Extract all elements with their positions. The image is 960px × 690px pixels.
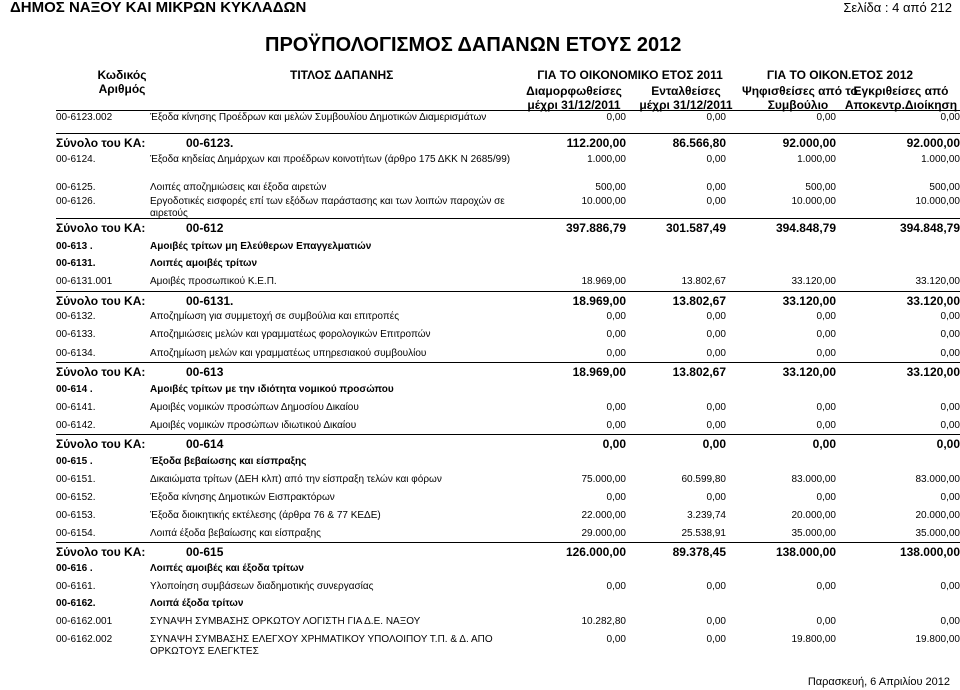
row-description: Λοιπά έξοδα τρίτων: [150, 598, 244, 609]
row-value-2: 3.239,74: [687, 510, 726, 521]
row-description: Λοιπές αμοιβές τρίτων: [150, 258, 258, 269]
row-description: ΣΥΝΑΨΗ ΣΥΜΒΑΣΗΣ ΟΡΚΩΤΟΥ ΛΟΓΙΣΤΗ ΓΙΑ Δ.Ε. ΝΑΞΟΥ: [150, 616, 421, 627]
row-value-4: 10.000,00: [915, 196, 960, 207]
row-code: Σύνολο του ΚΑ:: [56, 221, 146, 235]
row-description: Λοιπές αμοιβές και έξοδα τρίτων: [150, 563, 304, 574]
subtotal-divider: [56, 362, 960, 363]
row-value-3: 0,00: [816, 616, 836, 627]
row-value-3: 0,00: [816, 402, 836, 413]
row-description: ΣΥΝΑΨΗ ΣΥΜΒΑΣΗΣ ΕΛΕΓΧΟΥ ΧΡΗΜΑΤΙΚΟΥ ΥΠΟΛΟΙΠΟΥ Τ.Π. & Δ. ΑΠΟ ΟΡΚΩΤΟΥΣ ΕΛΕΓΚΤΕΣ: [150, 634, 493, 657]
row-code: 00-6162.002: [56, 634, 113, 645]
row-code: 00-6151.: [56, 474, 96, 485]
row-value-1: 0,00: [606, 311, 626, 322]
row-value-4: 394.848,79: [899, 221, 960, 235]
row-value-4: 19.800,00: [915, 634, 960, 645]
col-formed-line2: μέχρι 31/12/2011: [527, 98, 621, 112]
row-description: Έξοδα κηδείας Δημάρχων και προέδρων κοινοτήτων (άρθρο 175 ΔΚΚ Ν 2685/99): [150, 154, 511, 165]
row-code: 00-616 .: [56, 563, 93, 574]
row-code: 00-6154.: [56, 528, 96, 539]
row-code: 00-6123.002: [56, 112, 113, 123]
col-approved-line1: Εγκριθείσες από: [853, 84, 949, 98]
row-value-2: 25.538,91: [681, 528, 726, 539]
row-description: Εργοδοτικές εισφορές επί των εξόδων παράστασης και των λοιπών παροχών σε αιρετούς: [150, 196, 505, 219]
row-description: Αμοιβές νομικών προσώπων Δημοσίου Δικαίου: [150, 402, 359, 413]
row-value-3: 0,00: [816, 420, 836, 431]
row-code: Σύνολο του ΚΑ:: [56, 545, 146, 559]
row-value-4: 0,00: [940, 420, 960, 431]
row-value-2: 0,00: [702, 437, 726, 451]
row-value-2: 0,00: [706, 154, 726, 165]
row-description: Αμοιβές νομικών προσώπων ιδιωτικού Δικαίου: [150, 420, 357, 431]
row-value-1: 0,00: [606, 329, 626, 340]
row-value-4: 0,00: [940, 112, 960, 123]
page-number: Σελίδα : 4 από 212: [843, 0, 952, 15]
row-value-1: 0,00: [602, 437, 626, 451]
row-value-3: 0,00: [816, 348, 836, 359]
page-title: ΠΡΟΫΠΟΛΟΓΙΣΜΟΣ ΔΑΠΑΝΩΝ ΕΤΟΥΣ 2012: [265, 34, 682, 56]
row-value-4: 0,00: [940, 492, 960, 503]
col-voted-line1: Ψηφισθείσες από το: [742, 84, 858, 98]
row-value-1: 22.000,00: [581, 510, 626, 521]
row-value-1: 18.969,00: [572, 365, 626, 379]
row-value-4: 0,00: [940, 616, 960, 627]
row-code: 00-6133.: [56, 329, 96, 340]
row-description: Υλοποίηση συμβάσεων διαδημοτικής συνεργασίας: [150, 581, 374, 592]
row-description: 00-6131.: [186, 294, 234, 308]
row-value-1: 0,00: [606, 112, 626, 123]
row-description: Αμοιβές προσωπικού Κ.Ε.Π.: [150, 276, 277, 287]
row-code: 00-6153.: [56, 510, 96, 521]
col-code-header: [82, 68, 162, 96]
row-description: 00-614: [186, 437, 224, 451]
row-value-2: 301.587,49: [665, 221, 726, 235]
col-approved-line2: Αποκεντρ.Διοίκηση: [844, 98, 958, 112]
row-description: 00-615: [186, 545, 224, 559]
row-value-1: 10.000,00: [581, 196, 626, 207]
row-value-3: 0,00: [816, 311, 836, 322]
row-value-2: 86.566,80: [672, 136, 726, 150]
row-value-3: 19.800,00: [791, 634, 836, 645]
municipality-name: ΔΗΜΟΣ ΝΑΞΟΥ ΚΑΙ ΜΙΚΡΩΝ ΚΥΚΛΑΔΩΝ: [10, 0, 307, 16]
row-value-1: 112.200,00: [566, 136, 626, 150]
row-value-2: 0,00: [706, 329, 726, 340]
row-value-4: 0,00: [940, 311, 960, 322]
row-value-4: 0,00: [940, 581, 960, 592]
row-value-1: 1.000,00: [587, 154, 626, 165]
col-fy2011-header: ΓΙΑ ΤΟ ΟΙΚΟΝΟΜΙΚΟ ΕΤΟΣ 2011: [537, 68, 723, 82]
row-code: Σύνολο του ΚΑ:: [56, 136, 146, 150]
row-value-4: 500,00: [929, 182, 960, 193]
row-value-4: 35.000,00: [915, 528, 960, 539]
row-description: Έξοδα κίνησης Προέδρων και μελών Συμβουλίου Δημοτικών Διαμερισμάτων: [150, 112, 487, 123]
row-value-4: 83.000,00: [915, 474, 960, 485]
subtotal-divider: [56, 434, 960, 435]
row-value-4: 92.000,00: [906, 136, 960, 150]
subtotal-divider: [56, 133, 960, 134]
row-code: Σύνολο του ΚΑ:: [56, 294, 146, 308]
col-approved-header: [843, 84, 959, 112]
row-value-1: 0,00: [606, 581, 626, 592]
row-code: 00-6125.: [56, 182, 96, 193]
col-voted-line2: Συμβούλιο: [767, 98, 829, 112]
row-value-3: 10.000,00: [791, 196, 836, 207]
row-value-2: 0,00: [706, 311, 726, 322]
row-value-1: 10.282,80: [581, 616, 626, 627]
row-value-1: 18.969,00: [572, 294, 626, 308]
row-code: 00-6132.: [56, 311, 96, 322]
row-value-2: 13.802,67: [681, 276, 726, 287]
row-code: 00-6152.: [56, 492, 96, 503]
row-description: Έξοδα βεβαίωσης και είσπραξης: [150, 456, 307, 467]
row-value-4: 0,00: [936, 437, 960, 451]
row-value-2: 0,00: [706, 402, 726, 413]
row-value-1: 397.886,79: [565, 221, 626, 235]
row-value-3: 92.000,00: [782, 136, 836, 150]
row-value-3: 33.120,00: [782, 365, 836, 379]
row-value-2: 0,00: [706, 348, 726, 359]
col-formed-header: [518, 84, 630, 112]
row-code: 00-6141.: [56, 402, 96, 413]
footer-date: Παρασκευή, 6 Απριλίου 2012: [807, 676, 950, 688]
row-value-2: 0,00: [706, 634, 726, 645]
row-value-4: 33.120,00: [906, 365, 960, 379]
row-code: 00-6134.: [56, 348, 96, 359]
row-code: 00-6161.: [56, 581, 96, 592]
row-value-2: 13.802,67: [672, 365, 726, 379]
row-description: Έξοδα κίνησης Δημοτικών Εισπρακτόρων: [150, 492, 335, 503]
row-value-1: 0,00: [606, 348, 626, 359]
row-value-3: 0,00: [816, 492, 836, 503]
row-value-3: 0,00: [816, 581, 836, 592]
row-value-1: 0,00: [606, 420, 626, 431]
row-code: Σύνολο του ΚΑ:: [56, 365, 146, 379]
row-code: 00-613 .: [56, 241, 93, 252]
row-description: Αμοιβές τρίτων μη Ελεύθερων Επαγγελματιών: [150, 241, 372, 252]
row-code: 00-6142.: [56, 420, 96, 431]
row-code: 00-6131.: [56, 258, 96, 269]
subtotal-divider: [56, 218, 960, 219]
row-value-2: 0,00: [706, 196, 726, 207]
row-code: 00-615 .: [56, 456, 93, 467]
row-value-2: 89.378,45: [672, 545, 726, 559]
row-description: Αμοιβές τρίτων με την ιδιότητα νομικού προσώπου: [150, 384, 394, 395]
row-code: 00-6131.001: [56, 276, 113, 287]
row-value-3: 0,00: [812, 437, 836, 451]
row-value-3: 20.000,00: [791, 510, 836, 521]
row-value-4: 33.120,00: [906, 294, 960, 308]
row-value-4: 33.120,00: [915, 276, 960, 287]
row-value-4: 138.000,00: [899, 545, 960, 559]
row-code: Σύνολο του ΚΑ:: [56, 437, 146, 451]
row-description: Αποζημίωση για συμμετοχή σε συμβούλια και επιτροπές: [150, 311, 400, 322]
row-code: 00-6162.: [56, 598, 96, 609]
row-value-3: 138.000,00: [775, 545, 836, 559]
row-value-2: 0,00: [706, 616, 726, 627]
col-voted-header: [742, 84, 858, 112]
row-value-3: 83.000,00: [791, 474, 836, 485]
row-description: 00-612: [186, 221, 224, 235]
row-value-3: 500,00: [805, 182, 836, 193]
row-code: 00-6126.: [56, 196, 96, 207]
col-formed-line1: Διαμορφωθείσες: [526, 84, 622, 98]
row-value-3: 35.000,00: [791, 528, 836, 539]
row-value-4: 0,00: [940, 402, 960, 413]
header-divider: [56, 110, 960, 111]
row-value-3: 1.000,00: [797, 154, 836, 165]
row-value-1: 0,00: [606, 402, 626, 413]
row-value-2: 0,00: [706, 420, 726, 431]
row-value-1: 75.000,00: [581, 474, 626, 485]
row-value-1: 0,00: [606, 634, 626, 645]
row-value-1: 0,00: [606, 492, 626, 503]
subtotal-divider: [56, 542, 960, 543]
row-value-4: 1.000,00: [921, 154, 960, 165]
row-value-1: 126.000,00: [565, 545, 626, 559]
row-value-2: 0,00: [706, 182, 726, 193]
row-value-3: 33.120,00: [782, 294, 836, 308]
row-value-3: 394.848,79: [775, 221, 836, 235]
row-value-2: 0,00: [706, 492, 726, 503]
col-code-line2: Αριθμός: [98, 82, 146, 96]
row-description: Δικαιώματα τρίτων (ΔΕΗ κλπ) από την είσπραξη τελών και φόρων: [150, 474, 442, 485]
row-value-3: 33.120,00: [791, 276, 836, 287]
row-code: 00-614 .: [56, 384, 93, 395]
row-value-3: 0,00: [816, 112, 836, 123]
col-ordered-line1: Ενταλθείσες: [651, 84, 721, 98]
row-description: Αποζημίωση μελών και γραμματέως υπηρεσιακού συμβουλίου: [150, 348, 427, 359]
row-value-1: 18.969,00: [581, 276, 626, 287]
row-value-3: 0,00: [816, 329, 836, 340]
col-code-line1: Κωδικός: [97, 68, 147, 82]
subtotal-divider: [56, 291, 960, 292]
row-description: Έξοδα διοικητικής εκτέλεσης (άρθρα 76 & 77 ΚΕΔΕ): [150, 510, 381, 521]
col-ordered-line2: μέχρι 31/12/2011: [639, 98, 733, 112]
col-ordered-header: [630, 84, 742, 112]
row-value-2: 0,00: [706, 581, 726, 592]
row-code: 00-6124.: [56, 154, 96, 165]
row-description: Λοιπά έξοδα βεβαίωσης και είσπραξης: [150, 528, 321, 539]
col-title-header: ΤΙΤΛΟΣ ΔΑΠΑΝΗΣ: [290, 68, 394, 82]
row-value-2: 13.802,67: [672, 294, 726, 308]
row-description: 00-613: [186, 365, 224, 379]
col-fy2012-header: ΓΙΑ ΤΟ ΟΙΚΟΝ.ΕΤΟΣ 2012: [766, 68, 914, 82]
row-value-2: 0,00: [706, 112, 726, 123]
row-value-4: 0,00: [940, 348, 960, 359]
row-description: 00-6123.: [186, 136, 234, 150]
row-description: Αποζημιώσεις μελών και γραμματέως φορολογικών Επιτροπών: [150, 329, 431, 340]
row-value-4: 0,00: [940, 329, 960, 340]
row-value-2: 60.599,80: [681, 474, 726, 485]
row-code: 00-6162.001: [56, 616, 113, 627]
row-value-4: 20.000,00: [915, 510, 960, 521]
row-value-1: 500,00: [595, 182, 626, 193]
row-value-1: 29.000,00: [581, 528, 626, 539]
row-description: Λοιπές αποζημιώσεις και έξοδα αιρετών: [150, 182, 327, 193]
